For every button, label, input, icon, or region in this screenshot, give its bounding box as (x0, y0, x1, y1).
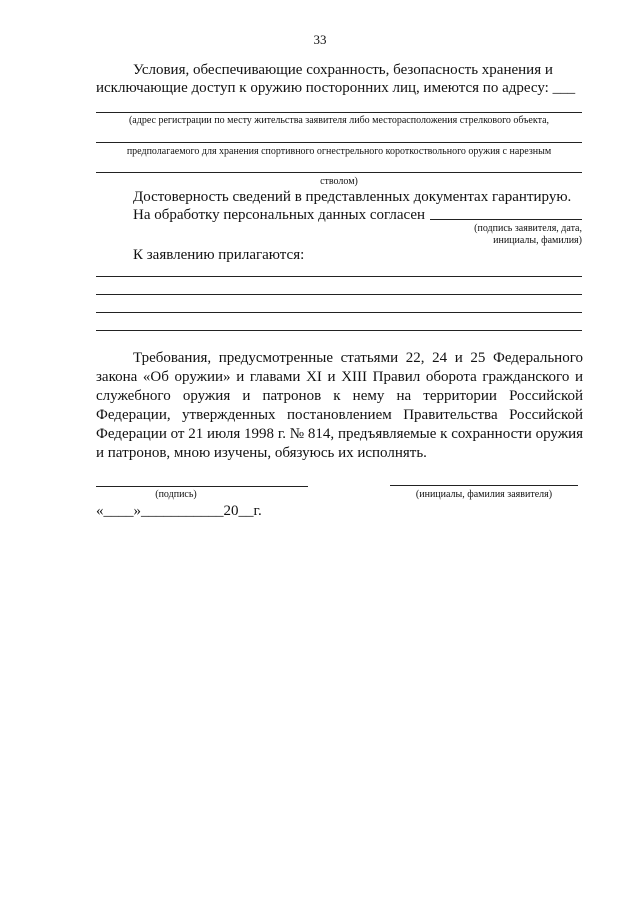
attachments-label: К заявлению прилагаются: (133, 247, 305, 263)
page-number: 33 (313, 32, 327, 47)
address-line-3 (96, 172, 582, 173)
name-caption: (инициалы, фамилия заявителя) (415, 489, 553, 500)
declaration-line2: На обработку персональных данных согласен (133, 207, 426, 223)
address-line-1 (96, 112, 582, 113)
storage-conditions-line2: исключающие доступ к оружию посторонних лиц, имеются по адресу: ___ (96, 80, 576, 96)
attachment-line-1 (96, 276, 582, 277)
consent-caption-line1: (подпись заявителя, дата, (474, 223, 582, 234)
attachment-line-4 (96, 330, 582, 331)
address-caption-3: стволом) (320, 176, 358, 187)
name-line (390, 485, 578, 486)
address-caption-2: предполагаемого для хранения спортивного огнестрельного короткоствольного оружия с нарезным (126, 146, 552, 157)
date-line: «____»___________20__г. (96, 503, 262, 519)
attachment-line-2 (96, 294, 582, 295)
attachment-line-3 (96, 312, 582, 313)
storage-conditions-line1: Условия, обеспечивающие сохранность, безопасность хранения и (133, 62, 553, 78)
signature-caption: (подпись) (155, 489, 197, 500)
declaration-line1: Достоверность сведений в представленных документах гарантирую. (133, 189, 572, 205)
requirements-paragraph: Требования, предусмотренные статьями 22, 24 и 25 Федерального закона «Об оружии» и главами XI и XIII Правил оборота гражданского и служебного оружия и патронов к нему на территории Российской Федерации, утвержденных постановлением Правительства Российской Федерации от 21 июля 1998 г. № 814, предъявляемые к сохранности оружия и патронов, мною изучены, обязуюсь их исполнять. (96, 350, 583, 461)
address-caption-1: (адрес регистрации по месту жительства заявителя либо месторасположения стрелкового объекта, (128, 115, 550, 126)
signature-line (96, 486, 308, 487)
consent-signature-line (430, 219, 582, 220)
consent-caption-line2: инициалы, фамилия) (493, 235, 582, 246)
address-line-2 (96, 142, 582, 143)
